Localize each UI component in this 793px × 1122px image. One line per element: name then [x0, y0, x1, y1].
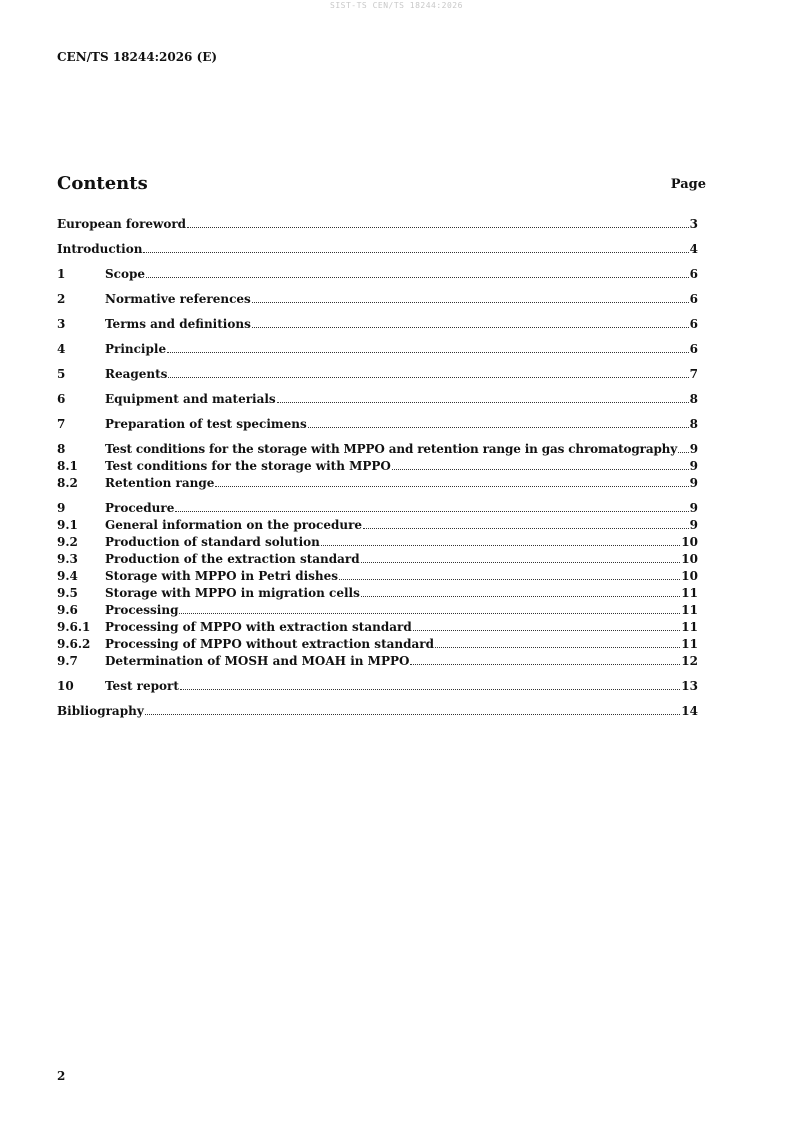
toc-entry-title: General information on the procedure [105, 518, 363, 532]
toc-entry-page: 14 [681, 704, 698, 718]
toc-entry-title: Processing of MPPO without extraction standard [105, 637, 434, 651]
toc-entry-page: 10 [681, 552, 698, 566]
toc-entry-title: Storage with MPPO in Petri dishes [105, 569, 339, 583]
dot-leader [146, 276, 689, 278]
toc-entry-number: 7 [57, 417, 66, 431]
toc-entry-number: 3 [57, 317, 66, 331]
toc-entry-page: 6 [689, 317, 698, 331]
toc-entry-number: 9.6.1 [57, 620, 91, 634]
dot-leader [215, 485, 688, 487]
toc-entry-reagents[interactable] [57, 366, 698, 383]
toc-entry-terms-and-definitions[interactable] [57, 316, 698, 333]
toc-entry-page: 6 [689, 267, 698, 281]
toc-entry-page: 7 [689, 367, 698, 381]
toc-entry-title: Production of standard solution [105, 535, 320, 549]
dot-leader [252, 301, 689, 303]
toc-entry-page: 9 [689, 476, 698, 490]
toc-entry-preparation-of-test-specimens[interactable] [57, 416, 698, 433]
dot-leader [410, 663, 680, 665]
toc-entry-number: 5 [57, 367, 66, 381]
toc-entry-title: Scope [105, 267, 146, 281]
dot-leader [339, 578, 680, 580]
toc-entry-number: 9.7 [57, 654, 78, 668]
toc-entry-principle[interactable] [57, 341, 698, 358]
toc-entry-title: Processing [105, 603, 179, 617]
toc-entry-page: 10 [681, 535, 698, 549]
toc-entry-extraction-standard[interactable] [57, 551, 698, 568]
toc-entry-page: 9 [689, 501, 698, 515]
toc-entry-title: Test conditions for the storage with MPPO [105, 459, 391, 473]
dot-leader [392, 468, 689, 470]
toc-entry-title: Equipment and materials [105, 392, 276, 406]
toc-entry-number: 8 [57, 442, 66, 456]
dot-leader [168, 376, 688, 378]
toc-entry-european-foreword[interactable] [57, 216, 698, 233]
toc-entry-title: Normative references [105, 292, 251, 306]
toc-entry-page: 8 [689, 392, 698, 406]
dot-leader [180, 688, 680, 690]
toc-entry-title: Test report [105, 679, 179, 693]
watermark: SIST-TS CEN/TS 18244:2026 [330, 1, 463, 10]
page-number: 2 [57, 1069, 66, 1083]
toc-entry-page: 9 [689, 459, 698, 473]
toc-entry-title: Test conditions for the storage with MPPO and retention range in gas chromatography [105, 442, 678, 456]
toc-entry-processing[interactable] [57, 602, 698, 619]
toc-entry-title: Bibliography [57, 704, 144, 718]
dot-leader [145, 713, 681, 715]
toc-entry-title: Principle [105, 342, 167, 356]
toc-entry-processing-with-standard[interactable] [57, 619, 698, 636]
toc-entry-standard-solution[interactable] [57, 534, 698, 551]
dot-leader [413, 629, 681, 631]
table-of-contents [57, 216, 698, 720]
toc-entry-page: 11 [681, 586, 698, 600]
dot-leader [361, 561, 681, 563]
toc-entry-page: 11 [681, 637, 698, 651]
toc-entry-title: Introduction [57, 242, 143, 256]
toc-entry-number: 9.2 [57, 535, 78, 549]
toc-entry-number: 10 [57, 679, 74, 693]
toc-entry-title: Preparation of test specimens [105, 417, 307, 431]
dot-leader [187, 226, 689, 228]
toc-entry-number: 8.1 [57, 459, 78, 473]
toc-entry-page: 6 [689, 342, 698, 356]
dot-leader [175, 510, 688, 512]
toc-entry-number: 9.6.2 [57, 637, 91, 651]
toc-entry-determination-mosh-moah[interactable] [57, 653, 698, 670]
toc-entry-page: 9 [689, 442, 698, 456]
toc-entry-page: 10 [681, 569, 698, 583]
toc-entry-number: 2 [57, 292, 66, 306]
toc-entry-processing-without-standard[interactable] [57, 636, 698, 653]
toc-entry-page: 11 [681, 620, 698, 634]
dot-leader [277, 401, 689, 403]
toc-entry-title: European foreword [57, 217, 187, 231]
toc-entry-procedure[interactable] [57, 500, 698, 517]
page-column-heading: Page [670, 177, 706, 192]
dot-leader [252, 326, 689, 328]
toc-entry-page: 8 [689, 417, 698, 431]
toc-entry-general-information[interactable] [57, 517, 698, 534]
toc-entry-bibliography[interactable] [57, 703, 698, 720]
document-identifier: CEN/TS 18244:2026 (E) [57, 50, 218, 64]
contents-heading: Contents [57, 173, 148, 194]
toc-entry-retention-range[interactable] [57, 475, 698, 492]
dot-leader [167, 351, 689, 353]
toc-entry-test-report[interactable] [57, 678, 698, 695]
dot-leader [363, 527, 689, 529]
toc-entry-title: Retention range [105, 476, 215, 490]
toc-entry-number: 9.3 [57, 552, 78, 566]
toc-entry-number: 8.2 [57, 476, 78, 490]
dot-leader [321, 544, 680, 546]
toc-entry-title: Processing of MPPO with extraction standard [105, 620, 412, 634]
dot-leader [435, 646, 680, 648]
toc-entry-number: 9.4 [57, 569, 78, 583]
toc-entry-migration-cells[interactable] [57, 585, 698, 602]
toc-entry-page: 13 [681, 679, 698, 693]
toc-entry-petri-dishes[interactable] [57, 568, 698, 585]
toc-entry-number: 9.5 [57, 586, 78, 600]
dot-leader [308, 426, 689, 428]
dot-leader [361, 595, 680, 597]
toc-entry-introduction[interactable] [57, 241, 698, 258]
toc-entry-number: 6 [57, 392, 66, 406]
toc-entry-title: Reagents [105, 367, 168, 381]
toc-entry-page: 4 [689, 242, 698, 256]
toc-entry-number: 1 [57, 267, 66, 281]
toc-entry-number: 9.6 [57, 603, 78, 617]
dot-leader [678, 451, 689, 453]
dot-leader [179, 612, 680, 614]
toc-entry-page: 11 [681, 603, 698, 617]
toc-entry-test-conditions[interactable] [57, 441, 698, 458]
toc-entry-page: 9 [689, 518, 698, 532]
toc-entry-title: Terms and definitions [105, 317, 251, 331]
toc-entry-title: Production of the extraction standard [105, 552, 360, 566]
toc-entry-page: 6 [689, 292, 698, 306]
toc-entry-title: Procedure [105, 501, 175, 515]
toc-entry-title: Determination of MOSH and MOAH in MPPO [105, 654, 410, 668]
toc-entry-test-conditions-storage[interactable] [57, 458, 698, 475]
toc-entry-number: 9.1 [57, 518, 78, 532]
toc-entry-page: 12 [681, 654, 698, 668]
dot-leader [143, 251, 688, 253]
toc-entry-normative-references[interactable] [57, 291, 698, 308]
toc-entry-page: 3 [689, 217, 698, 231]
toc-entry-scope[interactable] [57, 266, 698, 283]
toc-entry-title: Storage with MPPO in migration cells [105, 586, 360, 600]
toc-entry-number: 9 [57, 501, 66, 515]
toc-entry-equipment-and-materials[interactable] [57, 391, 698, 408]
toc-entry-number: 4 [57, 342, 66, 356]
